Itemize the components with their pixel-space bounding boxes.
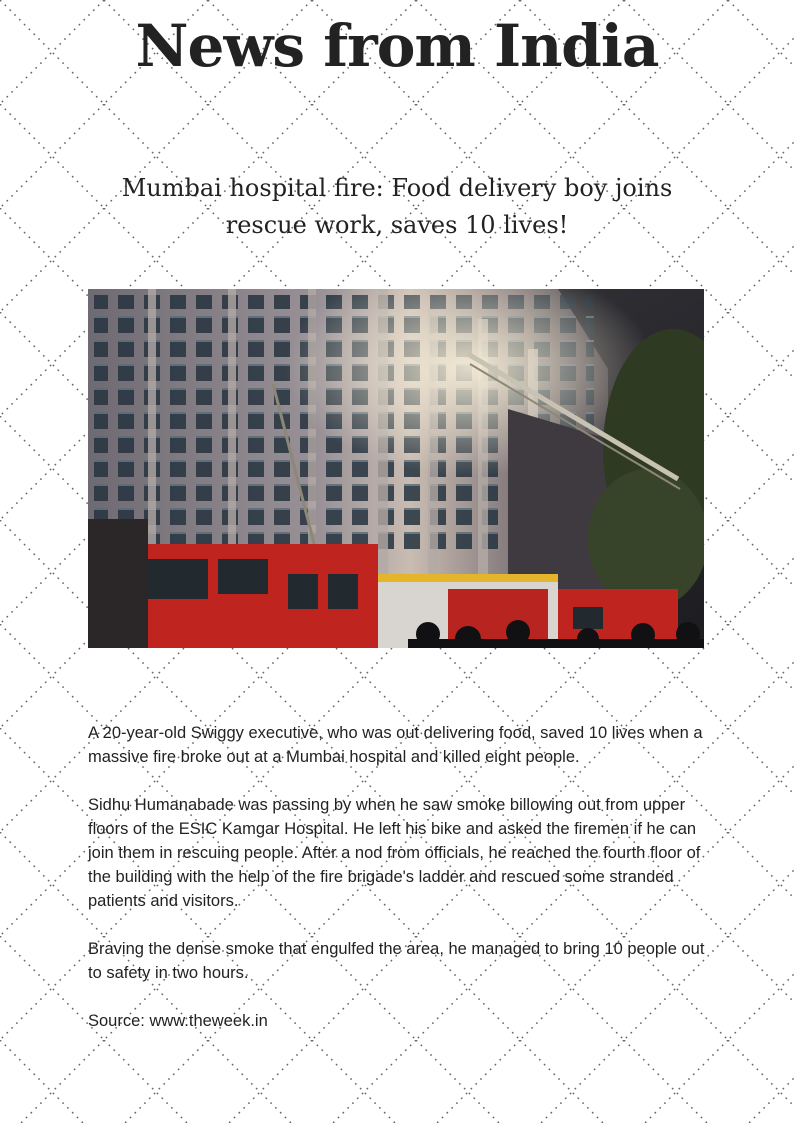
masthead-title: News from India xyxy=(135,12,659,80)
article-source-line: Source: www.theweek.in xyxy=(88,1012,268,1030)
article-paragraph-3: Braving the dense smoke that engulfed the area, he managed to bring 10 people out to safety in two hours. xyxy=(88,940,705,982)
article-paragraph-2: Sidhu Humanabade was passing by when he saw smoke billowing out from upper floors of the ESIC Kamgar Hospital. He left his bike and asked the firemen if he can join them in rescuing people. After a nod from officials, he reached the fourth floor of the building with the help of the fire brigade's ladder and rescued some stranded patients and visitors. xyxy=(88,796,701,910)
article-headline: Mumbai hospital fire: Food delivery boy joins rescue work, saves 10 lives! xyxy=(121,174,673,239)
article-paragraph-1: A 20-year-old Swiggy executive, who was out delivering food, saved 10 lives when a massive fire broke out at a Mumbai hospital and killed eight people. xyxy=(88,724,703,766)
article-body xyxy=(88,721,708,1057)
article-photo xyxy=(88,289,704,648)
